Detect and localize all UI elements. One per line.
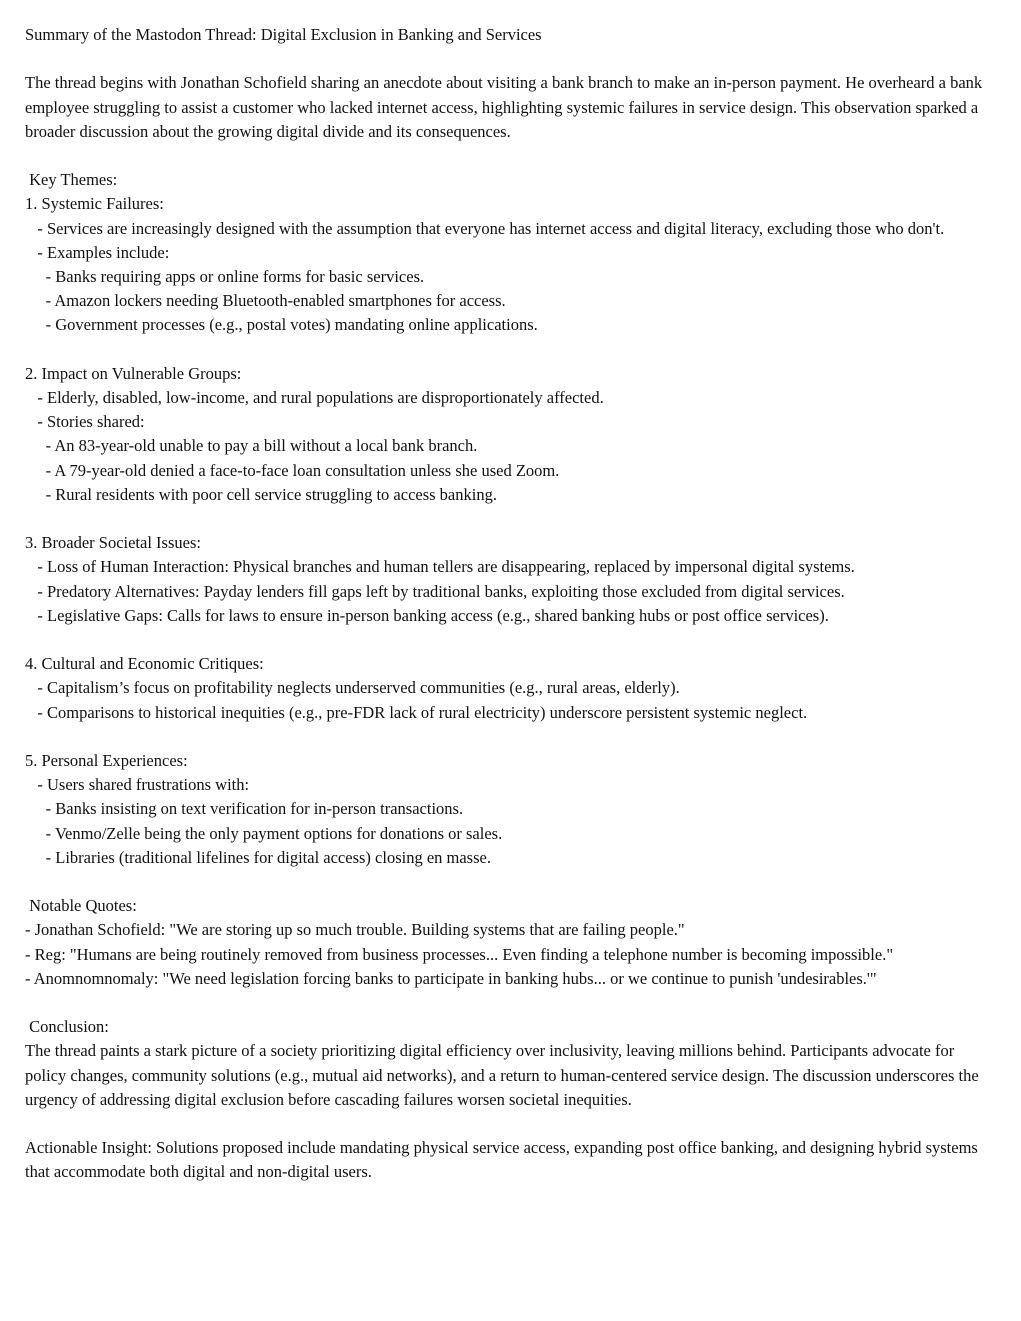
blank-line bbox=[25, 47, 995, 71]
text-line: - Rural residents with poor cell service struggling to access banking. bbox=[25, 484, 497, 504]
text-line: - Comparisons to historical inequities (e.g., pre-FDR lack of rural electricity) underscore persistent systemic neglect. bbox=[25, 702, 808, 722]
text-line: 1. Systemic Failures: bbox=[25, 194, 164, 214]
text-line: - Elderly, disabled, low-income, and rural populations are disproportionately affected. bbox=[25, 388, 604, 407]
blank-line bbox=[25, 338, 995, 362]
text-line: - An 83-year-old unable to pay a bill without a local bank branch. bbox=[25, 436, 478, 456]
text-line: 4. Cultural and Economic Critiques: bbox=[25, 654, 264, 674]
text-line: - Reg: "Humans are being routinely removed from business processes... Even finding a telephone number is becoming impossible." bbox=[25, 944, 894, 964]
text-line: Notable Quotes: bbox=[25, 896, 137, 916]
text-line: 5. Personal Experiences: bbox=[25, 751, 188, 770]
text-line: The thread paints a stark picture of a society prioritizing digital efficiency over inclusivity, leaving millions behind. Participants advocate for policy changes, community solutions (e.g., mutual aid networks), and a return to human-centered service design. The discussion underscores the urgency of addressing digital exclusion before cascading failures worsen societal inequities. bbox=[25, 1041, 983, 1109]
blank-line bbox=[25, 991, 995, 1015]
text-line: - Venmo/Zelle being the only payment options for donations or sales. bbox=[25, 823, 503, 843]
text-line: 2. Impact on Vulnerable Groups: bbox=[25, 363, 242, 383]
text-line: - Amazon lockers needing Bluetooth-enabled smartphones for access. bbox=[25, 291, 506, 311]
text-line: Conclusion: bbox=[25, 1017, 109, 1037]
text-line: Summary of the Mastodon Thread: Digital Exclusion in Banking and Services bbox=[25, 25, 542, 44]
blank-line bbox=[25, 870, 995, 894]
text-line: - Loss of Human Interaction: Physical branches and human tellers are disappearing, replaced by impersonal digital systems. bbox=[25, 557, 855, 577]
text-line: - Libraries (traditional lifelines for digital access) closing en masse. bbox=[25, 847, 491, 867]
text-line: - Banks insisting on text verification for in-person transactions. bbox=[25, 799, 464, 819]
text-line: - Services are increasingly designed with the assumption that everyone has internet access and digital literacy, excluding those who don't. bbox=[25, 218, 945, 238]
blank-line bbox=[25, 1112, 995, 1136]
blank-line bbox=[25, 507, 995, 531]
text-line: - Predatory Alternatives: Payday lenders fill gaps left by traditional banks, exploiting those excluded from digital services. bbox=[25, 581, 845, 601]
text-line: - A 79-year-old denied a face-to-face loan consultation unless she used Zoom. bbox=[25, 460, 560, 480]
text-line: The thread begins with Jonathan Schofield sharing an anecdote about visiting a bank branch to make an in-person payment. He overheard a bank employee struggling to assist a customer who lacked internet access, highlighting systemic failures in service design. This observation sparked a broader discussion about the growing digital divide and its consequences. bbox=[25, 73, 987, 141]
text-line: - Anomnomnomaly: "We need legislation forcing banks to participate in banking hubs... or we continue to punish 'undesirables.'" bbox=[25, 968, 877, 988]
text-line: Key Themes: bbox=[25, 170, 118, 190]
text-line: - Jonathan Schofield: "We are storing up so much trouble. Building systems that are failing people." bbox=[25, 920, 685, 940]
blank-line bbox=[25, 144, 995, 168]
document-body bbox=[25, 23, 995, 1185]
text-line: - Stories shared: bbox=[25, 412, 145, 432]
text-line: - Banks requiring apps or online forms for basic services. bbox=[25, 267, 425, 286]
blank-line bbox=[25, 725, 995, 749]
blank-line bbox=[25, 628, 995, 652]
text-line: 3. Broader Societal Issues: bbox=[25, 533, 201, 553]
text-line: - Capitalism’s focus on profitability neglects underserved communities (e.g., rural areas, elderly). bbox=[25, 678, 680, 698]
text-line: - Users shared frustrations with: bbox=[25, 775, 250, 795]
text-line: - Examples include: bbox=[25, 242, 170, 262]
text-line: - Government processes (e.g., postal votes) mandating online applications. bbox=[25, 315, 538, 335]
text-line: Actionable Insight: Solutions proposed include mandating physical service access, expanding post office banking, and designing hybrid systems that accommodate both digital and non-digital users. bbox=[25, 1138, 982, 1182]
text-line: - Legislative Gaps: Calls for laws to ensure in-person banking access (e.g., shared banking hubs or post office services). bbox=[25, 605, 829, 625]
